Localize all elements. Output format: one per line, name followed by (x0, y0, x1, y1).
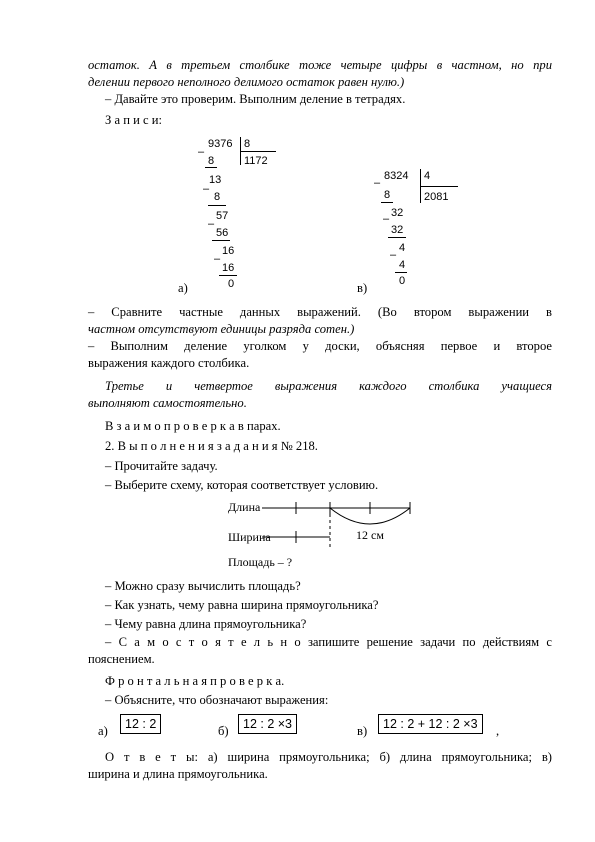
minus-sign: – (208, 218, 215, 230)
item-label: б) (218, 724, 229, 738)
text-line (105, 750, 552, 765)
punctuation: , (496, 724, 500, 738)
text-fragment: № 218. (277, 439, 318, 453)
minus-sign: – (203, 183, 210, 195)
length-label: Длина (228, 500, 261, 514)
text-line: остаток. А в третьем столбике тоже четыре цифры в частном, но при (88, 58, 552, 72)
minus-sign: – (198, 146, 205, 158)
item-label: в) (357, 724, 368, 738)
text-line: частном отсутствуют единицы разряда сотен.) (88, 322, 355, 336)
text-line: – Выберите схему, которая соответствует условию. (105, 478, 379, 492)
text-fragment: а) ширина прямоугольника; б) длина прямоугольника; в) (197, 750, 553, 764)
step: 16 (222, 245, 235, 257)
text-fragment: в парах. (234, 419, 281, 433)
section-heading: Ф р о н т а л ь н а я п р о в е р к а. (105, 674, 285, 688)
step: 8 (214, 191, 221, 203)
expression-box-c: 12 : 2 + 12 : 2 ×3 (378, 714, 483, 734)
minus-sign: – (390, 249, 397, 261)
step: 32 (391, 207, 404, 219)
item-label: а) (98, 724, 108, 738)
text-line: – Объясните, что обозначают выражения: (105, 693, 329, 707)
divisor: 8 (244, 138, 251, 150)
text-line: – Прочитайте задачу. (105, 459, 218, 473)
minus-sign: – (374, 177, 381, 189)
step: 13 (209, 174, 222, 186)
step: 4 (399, 242, 406, 254)
text-line: – Можно сразу вычислить площадь? (105, 579, 301, 593)
area-label: Площадь – ? (228, 555, 293, 569)
step: 16 (222, 262, 235, 274)
text-line: – Давайте это проверим. Выполним деление в тетрадях. (105, 92, 406, 106)
step: 8 (384, 189, 391, 201)
section-heading: З а п и с и: (105, 113, 162, 127)
step: 56 (216, 227, 229, 239)
minus-sign: – (383, 213, 390, 225)
quotient: 1172 (244, 155, 268, 167)
item-label: а) (178, 281, 188, 295)
spaced-heading: О т в е т ы: (105, 750, 198, 764)
step: 0 (399, 275, 406, 287)
expression-box-b: 12 : 2 ×3 (238, 714, 297, 734)
quotient: 2081 (424, 191, 449, 203)
text-line: Третье и четвертое выражения каждого столбика учащиеся (105, 379, 552, 393)
divisor: 4 (424, 170, 431, 182)
width-label: Ширина (228, 530, 271, 544)
spaced-heading: В з а и м о п р о в е р к а (105, 419, 235, 433)
text-line (105, 635, 552, 650)
step: 4 (399, 259, 406, 271)
text-line: ширина и длина прямоугольника. (88, 767, 268, 781)
text-line: – Как узнать, чему равна ширина прямоугольника? (105, 598, 379, 612)
text-line: – Сравните частные данных выражений. (Во втором выражении в (88, 305, 552, 319)
item-label: в) (357, 281, 368, 295)
text-line: выполняют самостоятельно. (88, 396, 247, 410)
minus-sign: – (214, 253, 221, 265)
text-line: – Выполним деление уголком у доски, объясняя первое и второе (88, 339, 552, 353)
dividend: 8324 (384, 170, 409, 182)
step: 32 (391, 224, 404, 236)
dividend: 9376 (208, 138, 233, 150)
measure-label: 12 см (356, 528, 384, 542)
spaced-heading: 2. В ы п о л н е н и я з а д а н и я (105, 439, 278, 453)
text-line: делении первого неполного делимого остаток равен нулю.) (88, 75, 405, 89)
step: 0 (228, 278, 235, 290)
text-fragment: запишите решение задачи по действиям с (300, 635, 552, 649)
step: 57 (216, 210, 229, 222)
text-line: – Чему равна длина прямоугольника? (105, 617, 307, 631)
step: 8 (208, 155, 215, 167)
text-line: пояснением. (88, 652, 155, 666)
spaced-heading: – С а м о с т о я т е л ь н о (105, 635, 301, 649)
expression-box-a: 12 : 2 (120, 714, 161, 734)
text-line: выражения каждого столбика. (88, 356, 250, 370)
